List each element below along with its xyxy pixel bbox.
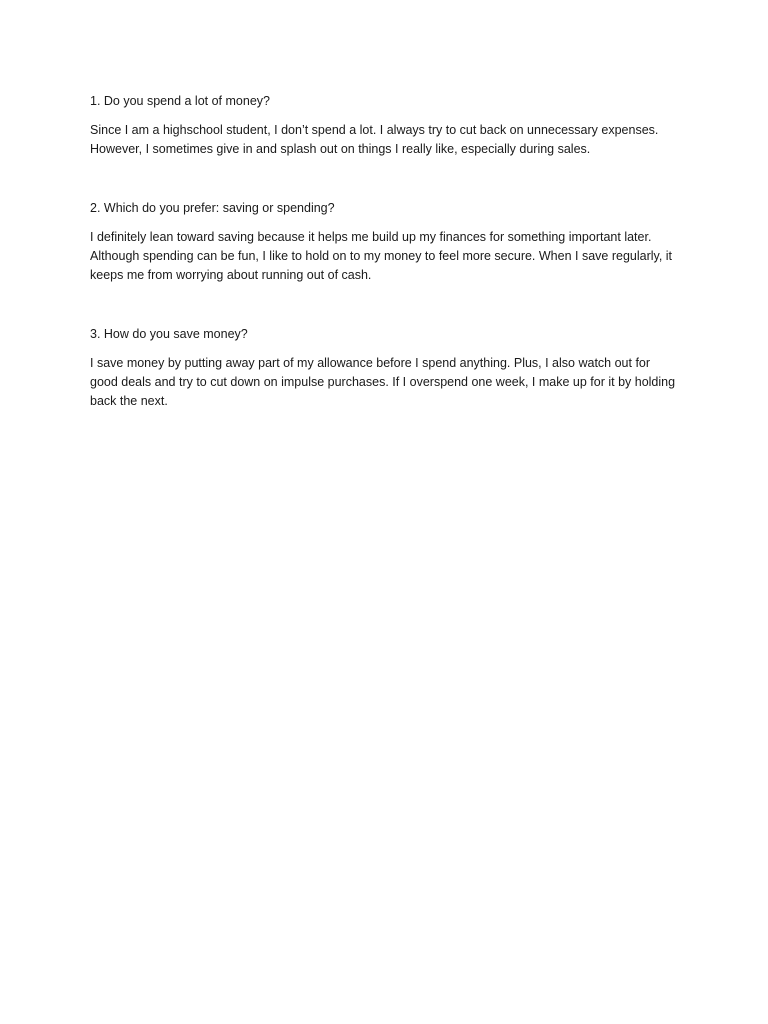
answer-2: I definitely lean toward saving because it helps me build up my finances for something important later. Although spending can be fun, I like to hold on to my money to feel more secure. When I save regularly, it keeps me from worrying about running out of cash. (90, 230, 673, 282)
question-3: 3. How do you save money? (90, 327, 248, 341)
question-2: 2. Which do you prefer: saving or spending? (90, 201, 335, 215)
qa-block-2 (90, 199, 680, 285)
qa-block-1 (90, 92, 680, 159)
answer-3: I save money by putting away part of my allowance before I spend anything. Plus, I also watch out for good deals and try to cut down on impulse purchases. If I overspend one week, I make up for it by holding back the next. (90, 356, 676, 408)
answer-1: Since I am a highschool student, I don’t spend a lot. I always try to cut back on unnecessary expenses. However, I sometimes give in and splash out on things I really like, especially during sales. (90, 123, 659, 156)
question-1: 1. Do you spend a lot of money? (90, 94, 270, 108)
document-page (90, 92, 680, 451)
qa-block-3 (90, 325, 680, 411)
